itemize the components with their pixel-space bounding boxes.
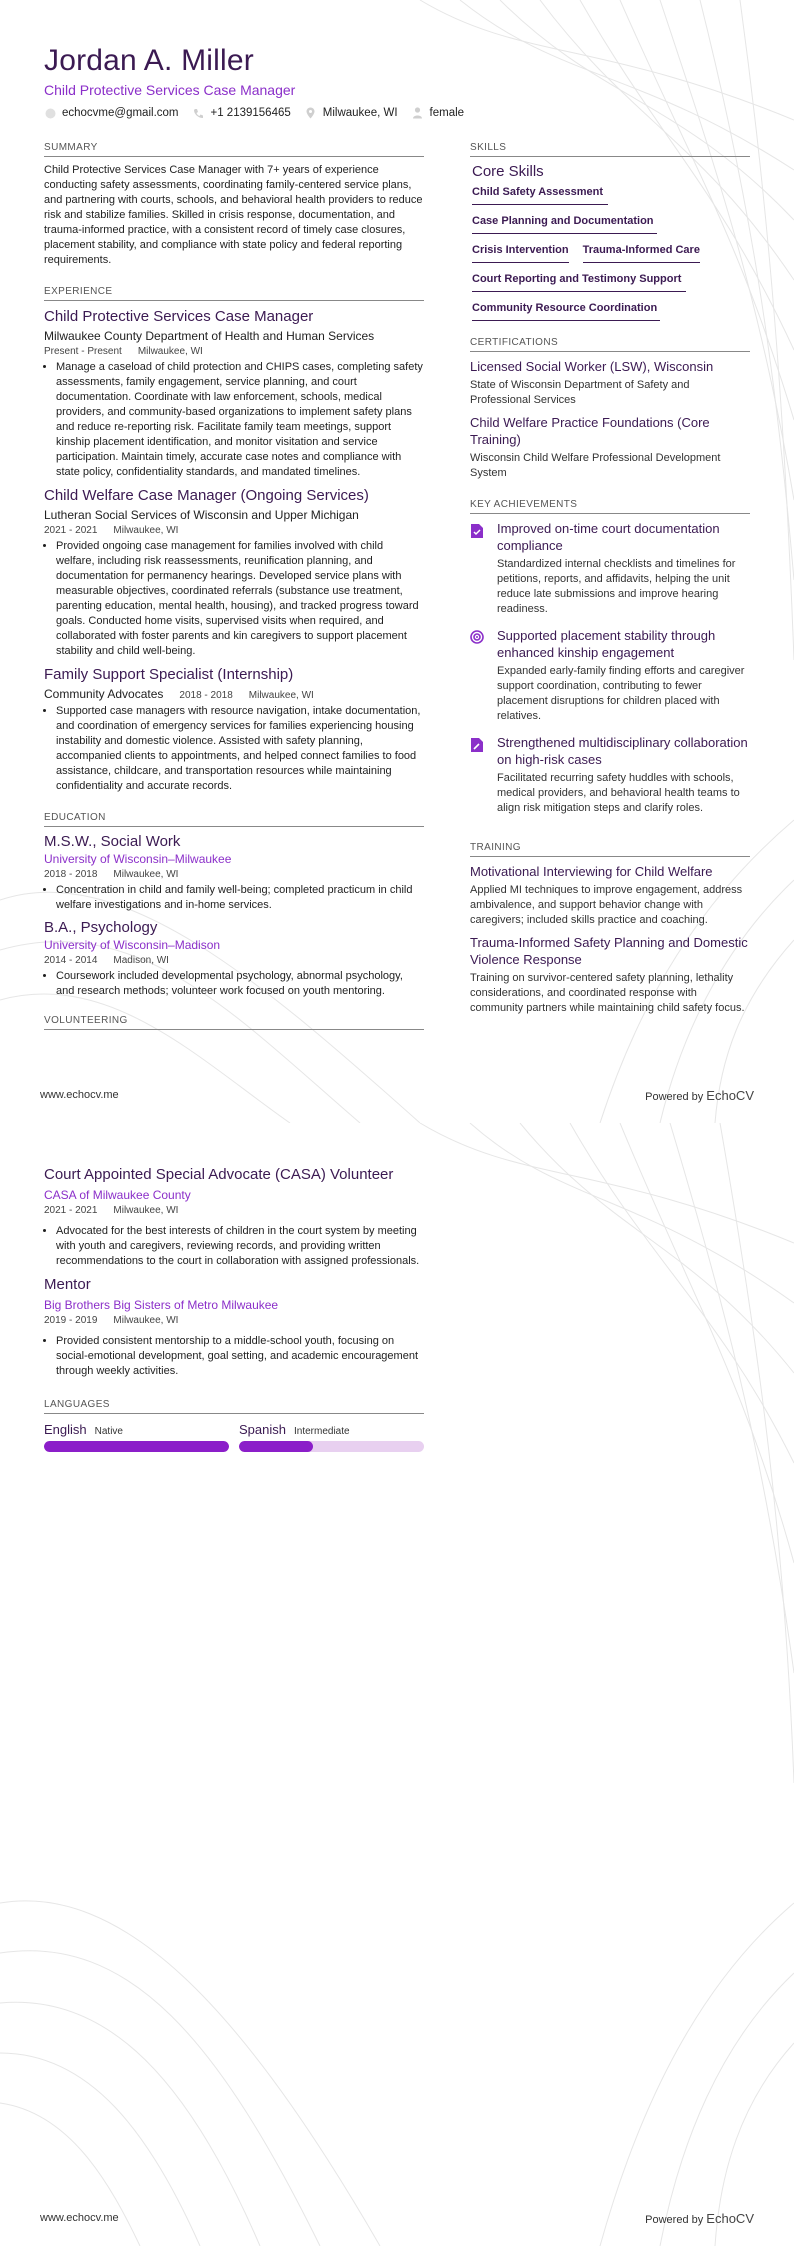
volunteering-item: [44, 1275, 424, 1379]
job-title: Family Support Specialist (Internship): [44, 666, 294, 683]
right-column: [470, 142, 750, 1016]
skill-tag: Case Planning and Documentation: [472, 213, 657, 234]
skills-list: [470, 184, 750, 329]
volunteer-location: Milwaukee, WI: [113, 1205, 179, 1216]
volunteer-meta: [44, 1205, 424, 1216]
job-bullet: • Provided ongoing case management for families involved with child welfare, including risk reassessments, reunification planning, and documentation for permanency hearings. Developed service plans with measurable objectives, coordinated referrals (substance use treatment, parenting education, mental health, housing), and tracked progress toward goals. Conducted home visits, supervised visits when required, and collaborated with foster parents and kin caregivers to support placement stability and child well-being.: [56, 539, 424, 659]
job-title: Child Protective Services Case Manager: [44, 308, 314, 325]
job-meta: [44, 687, 424, 701]
volunteer-dates: 2019 - 2019: [44, 1315, 98, 1326]
experience-heading: EXPERIENCE: [44, 286, 424, 301]
job-meta: [44, 346, 424, 357]
achievements-section: [470, 499, 750, 816]
volunteer-bullet: • Advocated for the best interests of children in the court system by meeting with youth and caregivers, reviewing records, and providing written recommendations to the court in collaboration with assigned professionals.: [56, 1224, 424, 1269]
summary-section: [44, 142, 424, 268]
job-location: Milwaukee, WI: [137, 346, 203, 357]
file-edit-icon: [470, 734, 488, 816]
education-bullets: [44, 883, 424, 913]
job-dates: 2018 - 2018: [179, 690, 233, 701]
footer-site-link[interactable]: www.echocv.me: [40, 2212, 119, 2224]
language-item: [44, 1422, 229, 1452]
volunteer-bullets: [44, 1224, 424, 1269]
footer-brand-name: EchoCV: [706, 2210, 754, 2226]
training-title: Trauma-Informed Safety Planning and Domestic Violence Response: [470, 935, 748, 967]
location-pin-icon: [305, 107, 317, 119]
job-dates: 2021 - 2021: [44, 525, 98, 536]
document-check-icon: [470, 520, 488, 617]
achievement-title: Improved on-time court documentation compliance: [497, 521, 720, 553]
skills-heading: SKILLS: [470, 142, 750, 157]
education-item: [44, 833, 424, 913]
education-degree: B.A., Psychology: [44, 919, 158, 936]
job-dates: Present - Present: [44, 346, 122, 357]
achievement-item: [470, 520, 750, 617]
resume-page-2: [0, 1123, 794, 2246]
education-item: [44, 919, 424, 999]
certifications-section: [470, 337, 750, 481]
experience-section: [44, 286, 424, 794]
language-item: [239, 1422, 424, 1452]
summary-text: Child Protective Services Case Manager with 7+ years of experience conducting safety assessments, coordinating family-centered service plans, and partnering with courts, schools, and behavioral health providers to reduce risk and stabilize families. Skilled in crisis response, documentation, and trauma-informed practice, with a consistent record of timely case closures, placement stability, and compliance with state policy and federal reporting requirements.: [44, 164, 423, 266]
skill-tag: Child Safety Assessment: [472, 184, 608, 205]
achievement-body: [497, 520, 750, 617]
education-location: Madison, WI: [113, 955, 169, 966]
certification-item: [470, 358, 750, 408]
education-bullets: [44, 969, 424, 999]
achievement-item: [470, 627, 750, 724]
language-proficiency-fill: [44, 1441, 229, 1452]
education-meta: [44, 955, 424, 966]
job-organization: Milwaukee County Department of Health and Human Services: [44, 329, 375, 343]
person-icon: [412, 107, 424, 119]
achievement-description: Expanded early-family finding efforts and caregiver support coordination, contributing to fewer placement disruptions for children placed with relatives.: [497, 665, 745, 722]
achievement-body: [497, 627, 750, 724]
contact-gender: [412, 107, 465, 119]
language-proficiency-bar: [239, 1441, 424, 1452]
skill-tag: Court Reporting and Testimony Support: [472, 271, 686, 292]
volunteering-item: [44, 1165, 424, 1269]
job-bullets: [44, 704, 424, 794]
candidate-title: Child Protective Services Case Manager: [44, 82, 296, 98]
training-title: Motivational Interviewing for Child Welfare: [470, 864, 713, 879]
skills-section: [470, 142, 750, 329]
volunteer-meta: [44, 1315, 424, 1326]
training-item: [470, 863, 750, 928]
languages-section: [44, 1399, 424, 1452]
volunteering-heading: VOLUNTEERING: [44, 1015, 424, 1030]
certification-name: Child Welfare Practice Foundations (Core Training): [470, 415, 710, 447]
target-icon: [470, 627, 488, 724]
phone-text: +1 2139156465: [210, 107, 291, 119]
certification-name: Licensed Social Worker (LSW), Wisconsin: [470, 359, 714, 374]
education-bullet: • Coursework included developmental psychology, abnormal psychology, and research methods; volunteer work focused on youth mentoring.: [56, 969, 424, 999]
languages-heading: LANGUAGES: [44, 1399, 424, 1414]
achievement-description: Standardized internal checklists and timelines for petitions, reports, and affidavits, helping the unit reduce late submissions and improve hearing readiness.: [497, 558, 736, 615]
gender-text: female: [429, 107, 465, 119]
education-school: University of Wisconsin–Milwaukee: [44, 852, 232, 866]
education-school: University of Wisconsin–Madison: [44, 938, 221, 952]
education-section: [44, 812, 424, 999]
skills-group-title: Core Skills: [472, 163, 544, 180]
training-description: Training on survivor-centered safety planning, lethality considerations, and coordinated response with community partners while maintaining child safety focus.: [470, 972, 745, 1014]
job-bullets: [44, 360, 424, 480]
volunteer-role: Mentor: [44, 1276, 91, 1293]
skill-tag: Trauma-Informed Care: [583, 242, 700, 263]
job-bullet: • Supported case managers with resource navigation, intake documentation, and coordination of emergency services for families experiencing housing instability and domestic violence. Assisted with safety planning, accompanied clients to appointments, and helped connect families to food assistance, childcare, and transportation resources while maintaining confidentiality and accurate records.: [56, 704, 424, 794]
contact-row: [44, 107, 464, 119]
achievement-title: Strengthened multidisciplinary collaboration on high-risk cases: [497, 735, 748, 767]
certifications-heading: CERTIFICATIONS: [470, 337, 750, 352]
email-text: echocvme@gmail.com: [62, 107, 179, 119]
volunteering-section-heading-block: [44, 1015, 424, 1030]
footer-site-link[interactable]: www.echocv.me: [40, 1089, 119, 1101]
contact-location: [305, 107, 398, 119]
volunteer-dates: 2021 - 2021: [44, 1205, 98, 1216]
education-degree: M.S.W., Social Work: [44, 833, 181, 850]
language-proficiency-fill: [239, 1441, 313, 1452]
skill-tag: Community Resource Coordination: [472, 300, 660, 321]
language-name: Spanish: [239, 1422, 286, 1437]
page-footer: [40, 1087, 754, 1103]
languages-list: [44, 1422, 424, 1452]
certification-item: [470, 414, 750, 481]
job-location: Milwaukee, WI: [113, 525, 179, 536]
job-bullets: [44, 539, 424, 659]
job-bullet: • Manage a caseload of child protection and CHIPS cases, completing safety assessments, family engagement, service planning, and court documentation. Coordinate with law enforcement, schools, medical providers, and community-based organizations to implement safety plans and reduce re-reporting risk. Facilitate family team meetings, support kinship placement identification, and monitor visitation and service participation. Maintain timely, accurate case notes and compliance with state policy, confidentiality standards, and mandated timelines.: [56, 360, 424, 480]
training-item: [470, 934, 750, 1016]
contact-email[interactable]: [44, 107, 179, 119]
footer-brand: [645, 2211, 754, 2226]
job-title: Child Welfare Case Manager (Ongoing Services): [44, 487, 369, 504]
language-label: [44, 1422, 229, 1437]
language-level: Native: [94, 1426, 123, 1437]
volunteer-bullet: • Provided consistent mentorship to a middle-school youth, focusing on social-emotional development, goal setting, and academic encouragement through weekly activities.: [56, 1334, 424, 1379]
language-level: Intermediate: [293, 1426, 350, 1437]
achievement-title: Supported placement stability through enhanced kinship engagement: [497, 628, 716, 660]
certification-issuer: State of Wisconsin Department of Safety and Professional Services: [470, 379, 690, 406]
phone-icon: [193, 107, 205, 119]
volunteer-organization: CASA of Milwaukee County: [44, 1188, 191, 1202]
skill-tag: Crisis Intervention: [472, 242, 569, 263]
achievement-description: Facilitated recurring safety huddles with schools, medical providers, and behavioral health teams to align risk mitigation steps and clarify roles.: [497, 772, 740, 814]
job-organization: Lutheran Social Services of Wisconsin and Upper Michigan: [44, 508, 359, 522]
job-location: Milwaukee, WI: [248, 690, 314, 701]
left-column: [44, 142, 424, 1036]
left-column: [44, 1165, 424, 1452]
volunteering-section: [44, 1165, 424, 1379]
volunteer-role: Court Appointed Special Advocate (CASA) Volunteer: [44, 1166, 394, 1183]
footer-powered-text: Powered by: [645, 2213, 704, 2226]
achievement-item: [470, 734, 750, 816]
location-text: Milwaukee, WI: [322, 107, 398, 119]
experience-item: [44, 665, 424, 794]
volunteer-location: Milwaukee, WI: [113, 1315, 179, 1326]
contact-phone[interactable]: [193, 107, 291, 119]
language-proficiency-bar: [44, 1441, 229, 1452]
experience-item: [44, 486, 424, 659]
education-dates: 2018 - 2018: [44, 869, 98, 880]
achievement-body: [497, 734, 750, 816]
training-description: Applied MI techniques to improve engagement, address ambivalence, and support behavior change with caregivers; included skills practice and coaching.: [470, 884, 743, 926]
training-heading: TRAINING: [470, 842, 750, 857]
experience-item: [44, 307, 424, 480]
language-label: [239, 1422, 424, 1437]
education-heading: EDUCATION: [44, 812, 424, 827]
footer-powered-text: Powered by: [645, 1090, 704, 1103]
education-dates: 2014 - 2014: [44, 955, 98, 966]
education-meta: [44, 869, 424, 880]
candidate-name: Jordan A. Miller: [44, 44, 254, 77]
footer-brand-name: EchoCV: [706, 1087, 754, 1103]
job-organization: Community Advocates: [44, 687, 164, 701]
education-bullet: • Concentration in child and family well-being; completed practicum in child welfare investigations and in-home services.: [56, 883, 424, 913]
email-icon: [44, 107, 56, 119]
language-name: English: [44, 1422, 87, 1437]
page-footer: [40, 2210, 754, 2226]
job-meta: [44, 525, 424, 536]
summary-heading: SUMMARY: [44, 142, 424, 157]
volunteer-bullets: [44, 1334, 424, 1379]
volunteer-organization: Big Brothers Big Sisters of Metro Milwaukee: [44, 1298, 279, 1312]
footer-brand: [645, 1088, 754, 1103]
certification-issuer: Wisconsin Child Welfare Professional Development System: [470, 452, 721, 479]
training-section: [470, 842, 750, 1016]
achievements-heading: KEY ACHIEVEMENTS: [470, 499, 750, 514]
education-location: Milwaukee, WI: [113, 869, 179, 880]
